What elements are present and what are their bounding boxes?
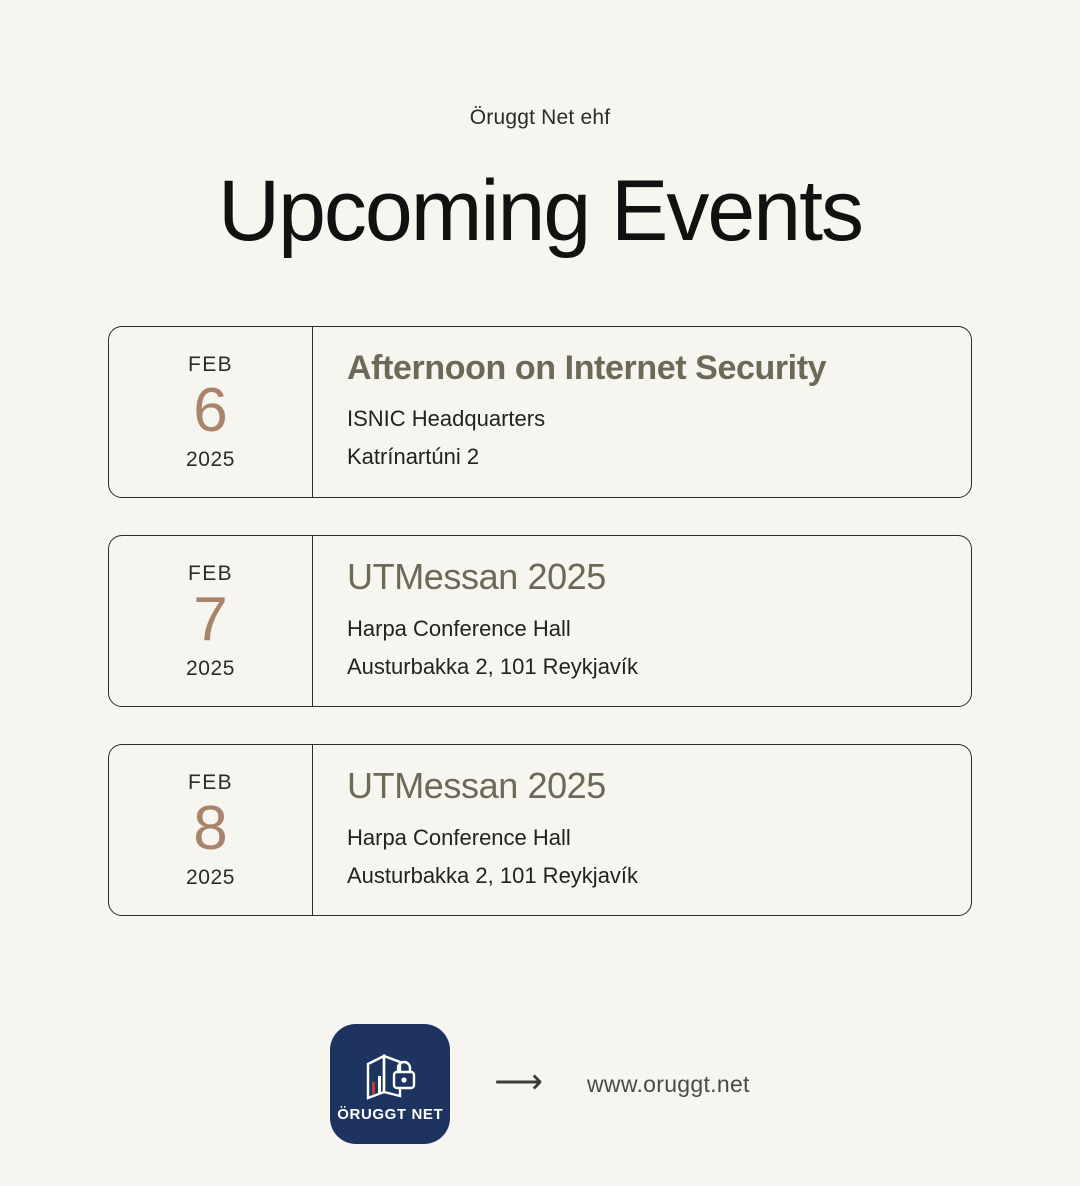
event-title: UTMessan 2025 (347, 765, 606, 807)
event-venue: Harpa Conference Hall (347, 615, 571, 641)
event-venue: Harpa Conference Hall (347, 824, 571, 850)
event-details (313, 327, 971, 497)
event-card[interactable] (108, 744, 972, 916)
date-day: 6 (193, 376, 228, 446)
event-date (109, 745, 313, 915)
event-date (109, 536, 313, 706)
date-month: FEB (187, 771, 234, 795)
brand-name: Öruggt Net ehf (469, 106, 611, 129)
event-address: Austurbakka 2, 101 Reykjavík (347, 862, 639, 888)
event-title: UTMessan 2025 (347, 556, 606, 598)
event-card[interactable] (108, 535, 972, 707)
date-day: 8 (193, 794, 228, 864)
date-year: 2025 (185, 447, 236, 471)
event-card[interactable] (108, 326, 972, 498)
event-address: Austurbakka 2, 101 Reykjavík (347, 653, 639, 679)
date-year: 2025 (185, 865, 236, 889)
event-address: Katrínartúni 2 (347, 443, 480, 469)
page-title: Upcoming Events (218, 163, 862, 259)
website-url[interactable]: www.oruggt.net (587, 1070, 750, 1097)
date-month: FEB (187, 562, 234, 586)
date-month: FEB (187, 353, 234, 377)
date-day: 7 (193, 585, 228, 655)
event-details (313, 745, 971, 915)
footer (0, 1024, 1080, 1144)
company-logo (330, 1024, 450, 1144)
event-title: Afternoon on Internet Security (347, 348, 827, 387)
arrow-right-icon: ⟶ (494, 1063, 543, 1101)
poster-canvas (0, 106, 1080, 1186)
logo-text: ÖRUGGT NET (337, 1105, 444, 1123)
date-year: 2025 (185, 656, 236, 680)
event-date (109, 327, 313, 497)
events-list (0, 326, 1080, 916)
event-details (313, 536, 971, 706)
event-venue: ISNIC Headquarters (347, 405, 546, 431)
lock-shield-icon (354, 1046, 426, 1102)
